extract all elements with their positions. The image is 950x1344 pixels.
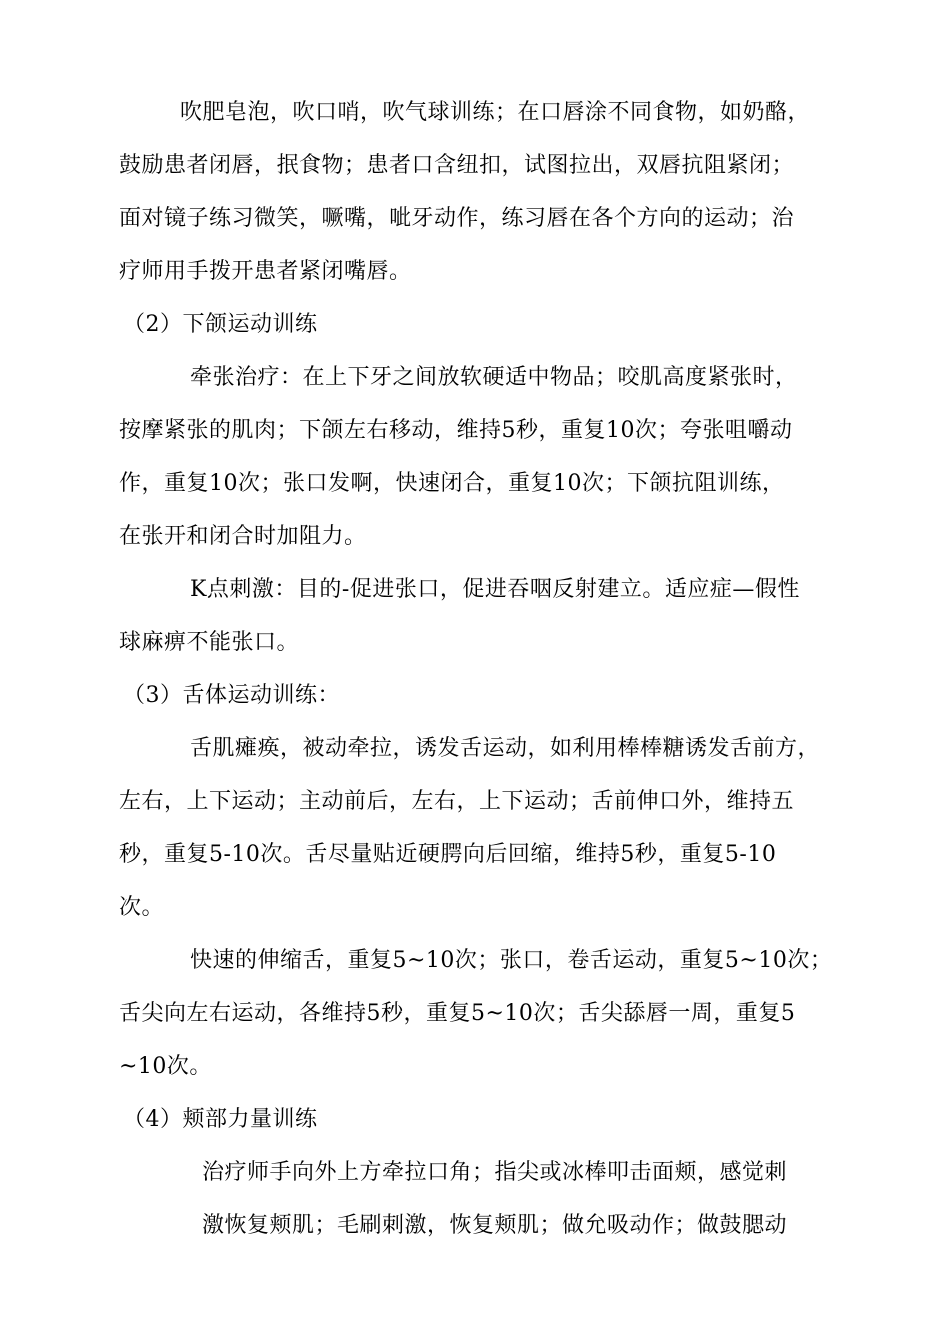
body-line-13: 舌肌瘫痪，被动牵拉，诱发舌运动，如利用棒棒糖诱发舌前方，	[190, 736, 821, 761]
body-line-4: 疗师用手拨开患者紧闭嘴唇。	[119, 259, 412, 284]
body-line-21: 治疗师手向外上方牵拉口角；指尖或冰棒叩击面颊，感觉刺	[202, 1160, 788, 1185]
body-line-19: ~10次。	[119, 1054, 212, 1079]
body-line-16: 次。	[119, 895, 165, 920]
body-line-14: 左右，上下运动；主动前后，左右，上下运动；舌前伸口外，维持五	[119, 789, 795, 814]
body-line-18: 舌尖向左右运动，各维持5秒，重复5~10次；舌尖舔唇一周，重复5	[119, 1001, 796, 1026]
body-line-9: 在张开和闭合时加阻力。	[119, 524, 367, 549]
body-line-17: 快速的伸缩舌，重复5~10次；张口，卷舌运动，重复5~10次；	[190, 948, 833, 973]
body-line-11: 球麻痹不能张口。	[119, 630, 300, 655]
body-line-8: 作，重复10次；张口发啊，快速闭合，重复10次；下颌抗阻训练，	[119, 471, 785, 496]
body-line-7: 按摩紧张的肌肉；下颌左右移动，维持5秒，重复10次；夸张咀嚼动	[119, 418, 793, 443]
body-line-6: 牵张治疗：在上下牙之间放软硬适中物品；咬肌高度紧张时，	[190, 365, 798, 390]
body-line-22: 激恢复颊肌；毛刷刺激，恢复颊肌；做允吸动作；做鼓腮动	[202, 1213, 788, 1238]
body-line-15: 秒，重复5-10次。舌尽量贴近硬腭向后回缩，维持5秒，重复5-10	[119, 842, 777, 867]
body-line-1: 吹肥皂泡，吹口哨，吹气球训练；在口唇涂不同食物，如奶酪，	[180, 100, 811, 125]
section-heading-3: （3）舌体运动训练：	[123, 683, 340, 708]
body-line-2: 鼓励患者闭唇，抿食物；患者口含纽扣，试图拉出，双唇抗阻紧闭；	[119, 153, 795, 178]
body-line-3: 面对镜子练习微笑，噘嘴，呲牙动作，练习唇在各个方向的运动；治	[119, 206, 795, 231]
section-heading-4: （4）颊部力量训练	[123, 1107, 318, 1132]
body-line-10: K点刺激：目的-促进张口，促进吞咽反射建立。适应症—假性	[190, 577, 800, 602]
section-heading-2: （2）下颌运动训练	[123, 312, 318, 337]
